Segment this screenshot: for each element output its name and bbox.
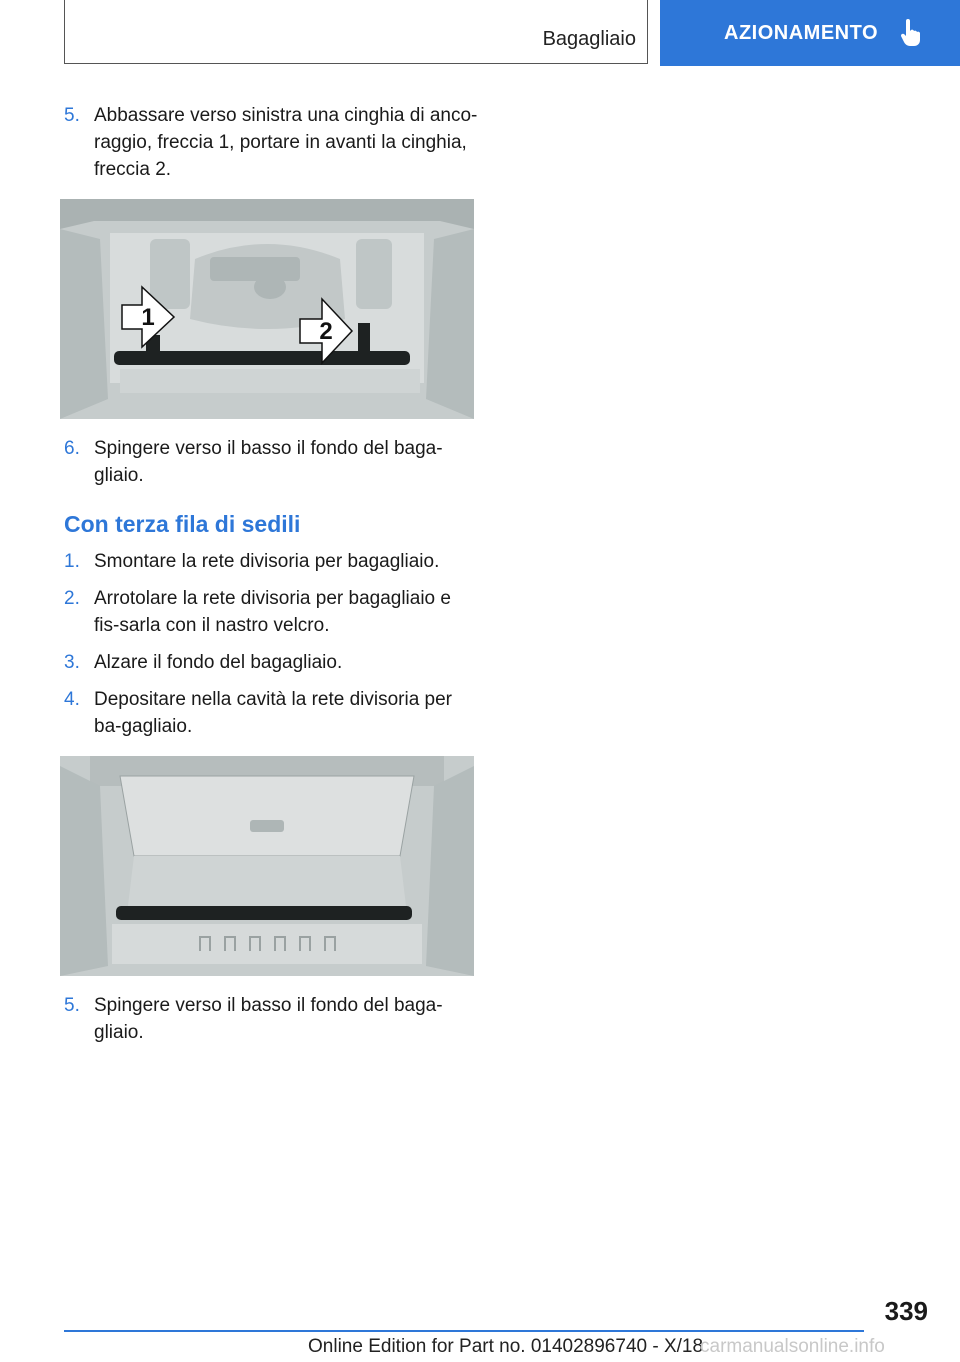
section-title: Bagagliaio bbox=[542, 28, 636, 50]
page-number: 339 bbox=[884, 1296, 928, 1326]
step-number: 5. bbox=[64, 105, 80, 126]
list-item bbox=[64, 649, 478, 676]
step-text: Abbassare verso sinistra una cinghia di anco-raggio, freccia 1, portare in avanti la cinghia, freccia 2. bbox=[94, 105, 478, 180]
chapter-tab[interactable] bbox=[660, 0, 960, 66]
section-heading: Con terza fila di sedili bbox=[64, 511, 301, 537]
step-number: 4. bbox=[64, 689, 80, 710]
step-number: 5. bbox=[64, 995, 80, 1016]
watermark: carmanualsonline.info bbox=[700, 1336, 885, 1357]
step-text: Smontare la rete divisoria per bagagliaio. bbox=[94, 551, 440, 572]
trunk-illustration-third-row bbox=[60, 756, 474, 976]
step-number: 2. bbox=[64, 588, 80, 609]
callout-2: 2 bbox=[319, 318, 333, 345]
list-item bbox=[64, 585, 478, 639]
list-item bbox=[64, 686, 478, 740]
callout-1: 1 bbox=[141, 304, 155, 331]
list-item bbox=[64, 435, 478, 489]
step-text: Spingere verso il basso il fondo del baga-gliaio. bbox=[94, 438, 443, 486]
edition-text: Online Edition for Part no. 01402896740 - X/18 bbox=[308, 1336, 704, 1357]
step-text: Alzare il fondo del bagagliaio. bbox=[94, 652, 343, 673]
list-item bbox=[64, 102, 478, 183]
list-item bbox=[64, 548, 478, 575]
step-number: 6. bbox=[64, 438, 80, 459]
step-text: Depositare nella cavità la rete divisoria per ba-gagliaio. bbox=[94, 689, 453, 737]
step-text: Arrotolare la rete divisoria per bagagliaio e fis-sarla con il nastro velcro. bbox=[94, 588, 451, 636]
footer-divider bbox=[64, 1330, 864, 1332]
pointing-hand-icon bbox=[900, 19, 922, 52]
trunk-illustration-strap bbox=[60, 199, 474, 419]
main-content bbox=[64, 102, 478, 1056]
step-number: 3. bbox=[64, 652, 80, 673]
list-item bbox=[64, 992, 478, 1046]
step-text: Spingere verso il basso il fondo del baga-gliaio. bbox=[94, 995, 443, 1043]
step-number: 1. bbox=[64, 551, 80, 572]
chapter-tab-label: AZIONAMENTO bbox=[724, 21, 879, 44]
